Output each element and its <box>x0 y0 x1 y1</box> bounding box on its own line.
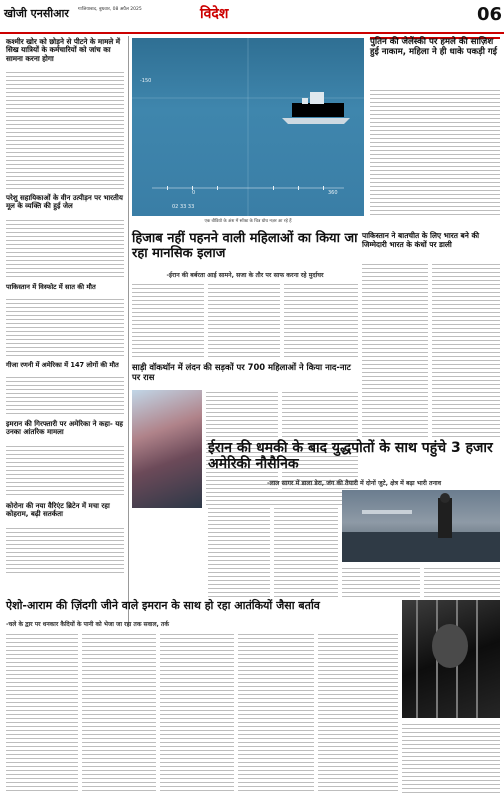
sea-video-still <box>132 38 364 216</box>
left-story-5-body <box>6 444 124 498</box>
imran-body-col-3 <box>160 632 234 794</box>
imran-subheadline: -चले के द्वार पर धनकार कैदियों के पानी को भेजा जा रहा तक सवाल, तर्क <box>6 621 169 628</box>
masthead <box>0 0 504 34</box>
imran-behind-bars-photo <box>402 600 500 718</box>
iran-headline: ईरान की धमकी के बाद युद्धपोतों के साथ पहुंचे 3 हजार अमेरिकी नौसैनिक <box>208 440 493 473</box>
putin-headline: पुतिन की जेलेंस्की पर हमले की साज़िश हुई नाकाम, महिला ने ही धाके पकड़ी गई <box>370 37 497 57</box>
video-timestamp: 02 33 33 <box>172 204 195 210</box>
column-divider <box>128 36 129 626</box>
imran-body-col-5 <box>318 632 398 794</box>
iran-subheadline: -लाल सागर में डाला डेरा, जंग की तैयारी में दोनों जुटे, क्षेत्र में बढ़ा भारी तनाव <box>266 480 442 487</box>
warship-silhouette <box>292 103 344 117</box>
iran-body-col-4 <box>424 566 500 600</box>
left-story-6-headline: कोरोना की नया वैरिएंट ब्रिटेन में मचा रहा कोहराम, बढ़ी सतर्कता <box>6 502 110 519</box>
hijab-body-col-3 <box>284 282 358 358</box>
putin-story-body <box>370 88 500 218</box>
saree-walkathon-photo <box>132 390 202 508</box>
imran-headline: ऐशो-आराम की ज़िंदगी जीने वाले इमरान के साथ हो रहा आतंकियों जैसा बर्ताव <box>6 599 320 612</box>
left-story-2-headline: परेशु सहायिकाओं के वीन उत्पीड़न पर भारतीय मूल के व्यक्ति की हुई जेल <box>6 194 123 211</box>
pakistan-headline: पाकिस्तान ने बातचीत के लिए भारत बने की जिम्मेदारी भारत के कंधों पर डाली <box>362 231 480 249</box>
section-title: विदेश <box>200 6 229 22</box>
left-story-6-body <box>6 526 124 576</box>
scale-label-360: 360 <box>328 190 338 196</box>
photo-caption: एक वीडियो के अंश में सॉफ्ट के चित्र ग्रोथ नज़र आ रहे हैं <box>204 219 292 224</box>
left-story-4-body <box>6 375 124 415</box>
iran-body-col-3 <box>342 566 420 600</box>
hijab-headline: हिजाब नहीं पहनने वाली महिलाओं का किया जा रहा मानसिक इलाज <box>132 231 358 261</box>
iran-body-col-1 <box>208 490 270 600</box>
left-story-3-headline: पाकिस्तान में विस्फोट में सात की मौत <box>6 283 96 291</box>
pakistan-body-col-1 <box>362 262 428 440</box>
brand-name: खोजी एनसीआर <box>4 7 69 20</box>
left-story-4-headline: गीजा रणनी में अमेरिका में 147 लोगों की मौत <box>6 361 119 369</box>
hijab-subheadline: -ईरान की बर्बरता आई सामने, सजा के तौर पर साफ करना रहे मुर्दाघर <box>166 272 324 279</box>
imran-body-col-1 <box>6 632 78 794</box>
left-story-2-body <box>6 218 124 278</box>
imran-body-col-4 <box>238 632 314 794</box>
scale-label-top: -150 <box>140 78 152 84</box>
page-number: 06 <box>476 4 502 25</box>
scale-label-zero: 0 <box>192 190 196 196</box>
hijab-body-col-2 <box>208 282 280 358</box>
iran-body-col-2 <box>274 490 338 600</box>
left-story-3-body <box>6 297 124 357</box>
left-story-1-body <box>6 70 124 190</box>
london-headline: साड़ी वॉकथॉन में लंदन की सड़कों पर 700 महिलाओं ने किया नाद-नाट पर रास <box>132 362 351 382</box>
hijab-body-col-1 <box>132 282 204 358</box>
imran-body-col-6 <box>402 722 500 794</box>
dateline: गाजियाबाद, बुधवार, 08 अप्रैल 2025 <box>78 7 142 12</box>
left-story-5-headline: इमरान की गिरफ्तारी पर अमेरिका ने कहा- यह उनका आंतरिक मामला <box>6 420 124 437</box>
left-story-1-headline: कश्मीर खोर को छोड़ने से पीटने के मामले में सिख यात्रियों के कर्मचारियों को जांच का सामना करना होगा <box>6 37 121 63</box>
pakistan-body-col-2 <box>432 262 500 440</box>
sailors-on-warship-photo <box>342 490 500 562</box>
imran-body-col-2 <box>82 632 156 794</box>
